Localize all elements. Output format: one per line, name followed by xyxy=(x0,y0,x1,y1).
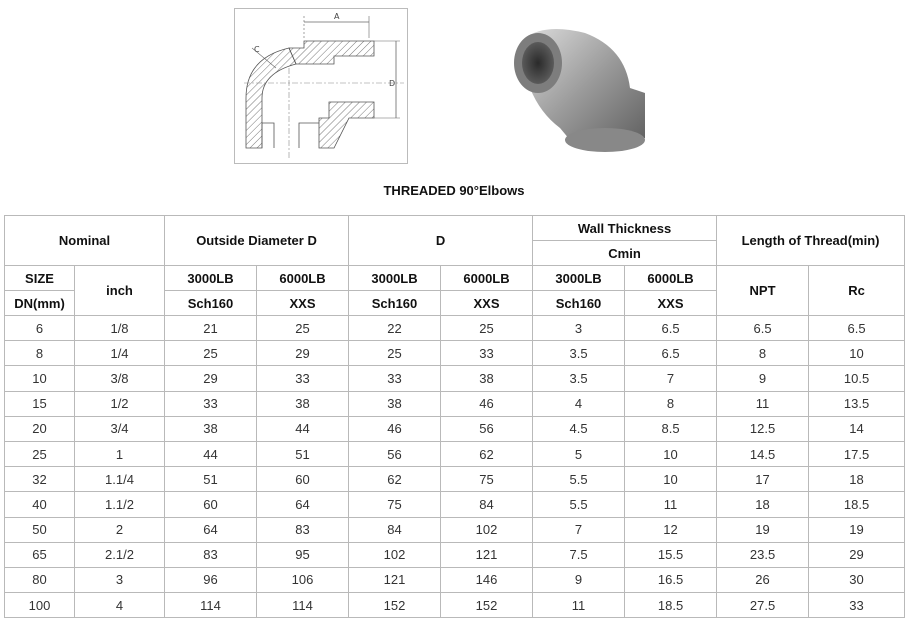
table-cell: 114 xyxy=(165,593,257,618)
table-cell: 9 xyxy=(717,366,809,391)
table-cell: 60 xyxy=(165,492,257,517)
table-cell: 6.5 xyxy=(625,316,717,341)
table-cell: 15.5 xyxy=(625,542,717,567)
header-d-xxs: XXS xyxy=(441,291,533,316)
table-cell: 22 xyxy=(349,316,441,341)
table-row xyxy=(5,542,905,567)
table-row xyxy=(5,517,905,542)
table-cell: 19 xyxy=(809,517,905,542)
dimensions-table xyxy=(4,215,905,618)
table-cell: 56 xyxy=(441,416,533,441)
table-cell: 64 xyxy=(165,517,257,542)
table-row xyxy=(5,391,905,416)
table-cell: 7 xyxy=(533,517,625,542)
table-cell: 25 xyxy=(441,316,533,341)
table-cell: 8 xyxy=(5,341,75,366)
table-cell: 1/4 xyxy=(75,341,165,366)
table-cell: 10 xyxy=(5,366,75,391)
table-cell: 5.5 xyxy=(533,467,625,492)
table-cell: 146 xyxy=(441,567,533,592)
table-row xyxy=(5,467,905,492)
table-cell: 1/8 xyxy=(75,316,165,341)
header-dn-mm: DN(mm) xyxy=(5,291,75,316)
table-cell: 6.5 xyxy=(809,316,905,341)
table-cell: 33 xyxy=(809,593,905,618)
table-cell: 3.5 xyxy=(533,366,625,391)
table-cell: 4.5 xyxy=(533,416,625,441)
page-title: THREADED 90°Elbows xyxy=(383,183,525,198)
table-cell: 62 xyxy=(349,467,441,492)
table-cell: 1/2 xyxy=(75,391,165,416)
table-cell: 38 xyxy=(349,391,441,416)
elbow-product-photo xyxy=(505,18,651,154)
table-cell: 12.5 xyxy=(717,416,809,441)
table-cell: 10 xyxy=(625,467,717,492)
table-cell: 25 xyxy=(349,341,441,366)
table-cell: 60 xyxy=(257,467,349,492)
table-cell: 38 xyxy=(257,391,349,416)
header-rc: Rc xyxy=(809,266,905,316)
table-cell: 25 xyxy=(165,341,257,366)
table-cell: 83 xyxy=(165,542,257,567)
header-wt-xxs: XXS xyxy=(625,291,717,316)
table-cell: 56 xyxy=(349,441,441,466)
table-cell: 3.5 xyxy=(533,341,625,366)
table-body xyxy=(5,316,905,618)
table-cell: 114 xyxy=(257,593,349,618)
table-cell: 11 xyxy=(625,492,717,517)
table-cell: 20 xyxy=(5,416,75,441)
table-cell: 9 xyxy=(533,567,625,592)
table-cell: 21 xyxy=(165,316,257,341)
table-cell: 8 xyxy=(717,341,809,366)
table-cell: 5 xyxy=(533,441,625,466)
table-cell: 14 xyxy=(809,416,905,441)
dimension-a-label: A xyxy=(334,12,340,21)
table-cell: 17 xyxy=(717,467,809,492)
table-cell: 62 xyxy=(441,441,533,466)
table-cell: 51 xyxy=(257,441,349,466)
table-cell: 18.5 xyxy=(809,492,905,517)
table-cell: 17.5 xyxy=(809,441,905,466)
table-cell: 102 xyxy=(349,542,441,567)
table-cell: 3 xyxy=(533,316,625,341)
table-cell: 38 xyxy=(441,366,533,391)
table-cell: 3 xyxy=(75,567,165,592)
table-cell: 152 xyxy=(349,593,441,618)
table-cell: 46 xyxy=(441,391,533,416)
table-cell: 1.1/2 xyxy=(75,492,165,517)
header-wt-3000lb: 3000LB xyxy=(533,266,625,291)
table-cell: 1.1/4 xyxy=(75,467,165,492)
table-cell: 8.5 xyxy=(625,416,717,441)
table-cell: 30 xyxy=(809,567,905,592)
table-cell: 6 xyxy=(5,316,75,341)
table-cell: 51 xyxy=(165,467,257,492)
table-cell: 65 xyxy=(5,542,75,567)
table-cell: 25 xyxy=(257,316,349,341)
table-cell: 19 xyxy=(717,517,809,542)
table-cell: 38 xyxy=(165,416,257,441)
table-cell: 18 xyxy=(809,467,905,492)
table-cell: 11 xyxy=(717,391,809,416)
table-cell: 7 xyxy=(625,366,717,391)
header-d-sch160: Sch160 xyxy=(349,291,441,316)
header-d: D xyxy=(349,216,533,266)
table-cell: 64 xyxy=(257,492,349,517)
table-cell: 27.5 xyxy=(717,593,809,618)
table-row xyxy=(5,316,905,341)
table-cell: 23.5 xyxy=(717,542,809,567)
table-cell: 10 xyxy=(809,341,905,366)
header-cmin: Cmin xyxy=(533,241,717,266)
table-cell: 33 xyxy=(441,341,533,366)
table-cell: 11 xyxy=(533,593,625,618)
table-row xyxy=(5,416,905,441)
header-od-3000lb: 3000LB xyxy=(165,266,257,291)
table-cell: 96 xyxy=(165,567,257,592)
table-cell: 26 xyxy=(717,567,809,592)
header-od-xxs: XXS xyxy=(257,291,349,316)
table-cell: 33 xyxy=(257,366,349,391)
table-cell: 121 xyxy=(349,567,441,592)
table-cell: 33 xyxy=(349,366,441,391)
table-cell: 5.5 xyxy=(533,492,625,517)
table-cell: 33 xyxy=(165,391,257,416)
header-length-of-thread: Length of Thread(min) xyxy=(717,216,905,266)
table-cell: 4 xyxy=(533,391,625,416)
table-cell: 3/4 xyxy=(75,416,165,441)
table-cell: 100 xyxy=(5,593,75,618)
table-cell: 8 xyxy=(625,391,717,416)
table-cell: 10.5 xyxy=(809,366,905,391)
header-wall-thickness: Wall Thickness xyxy=(533,216,717,241)
table-cell: 84 xyxy=(349,517,441,542)
table-cell: 14.5 xyxy=(717,441,809,466)
table-cell: 2.1/2 xyxy=(75,542,165,567)
header-size: SIZE xyxy=(5,266,75,291)
table-cell: 12 xyxy=(625,517,717,542)
header-inch: inch xyxy=(75,266,165,316)
dimension-d-label: D xyxy=(389,79,396,88)
table-cell: 44 xyxy=(165,441,257,466)
header-wt-sch160: Sch160 xyxy=(533,291,625,316)
table-row xyxy=(5,441,905,466)
table-cell: 10 xyxy=(625,441,717,466)
table-cell: 152 xyxy=(441,593,533,618)
header-d-3000lb: 3000LB xyxy=(349,266,441,291)
table-row xyxy=(5,492,905,517)
header-d-6000lb: 6000LB xyxy=(441,266,533,291)
table-cell: 44 xyxy=(257,416,349,441)
table-cell: 84 xyxy=(441,492,533,517)
table-cell: 3/8 xyxy=(75,366,165,391)
table-cell: 95 xyxy=(257,542,349,567)
table-row xyxy=(5,593,905,618)
table-cell: 29 xyxy=(165,366,257,391)
table-cell: 121 xyxy=(441,542,533,567)
table-row xyxy=(5,567,905,592)
table-cell: 29 xyxy=(809,542,905,567)
header-wt-6000lb: 6000LB xyxy=(625,266,717,291)
dimension-c-label: C xyxy=(254,45,260,54)
table-cell: 4 xyxy=(75,593,165,618)
header-outside-diameter: Outside Diameter D xyxy=(165,216,349,266)
table-cell: 106 xyxy=(257,567,349,592)
table-cell: 13.5 xyxy=(809,391,905,416)
table-cell: 102 xyxy=(441,517,533,542)
header-npt: NPT xyxy=(717,266,809,316)
table-cell: 18 xyxy=(717,492,809,517)
table-cell: 75 xyxy=(349,492,441,517)
header-od-6000lb: 6000LB xyxy=(257,266,349,291)
table-cell: 32 xyxy=(5,467,75,492)
table-cell: 16.5 xyxy=(625,567,717,592)
table-cell: 50 xyxy=(5,517,75,542)
header-od-sch160: Sch160 xyxy=(165,291,257,316)
table-cell: 1 xyxy=(75,441,165,466)
table-cell: 25 xyxy=(5,441,75,466)
table-cell: 83 xyxy=(257,517,349,542)
table-row xyxy=(5,366,905,391)
elbow-cross-section-diagram xyxy=(234,8,408,164)
table-cell: 6.5 xyxy=(717,316,809,341)
table-cell: 40 xyxy=(5,492,75,517)
table-cell: 29 xyxy=(257,341,349,366)
table-cell: 75 xyxy=(441,467,533,492)
table-cell: 7.5 xyxy=(533,542,625,567)
table-row xyxy=(5,341,905,366)
header-nominal: Nominal xyxy=(5,216,165,266)
table-cell: 15 xyxy=(5,391,75,416)
table-cell: 6.5 xyxy=(625,341,717,366)
table-cell: 18.5 xyxy=(625,593,717,618)
table-cell: 2 xyxy=(75,517,165,542)
table-cell: 46 xyxy=(349,416,441,441)
table-cell: 80 xyxy=(5,567,75,592)
